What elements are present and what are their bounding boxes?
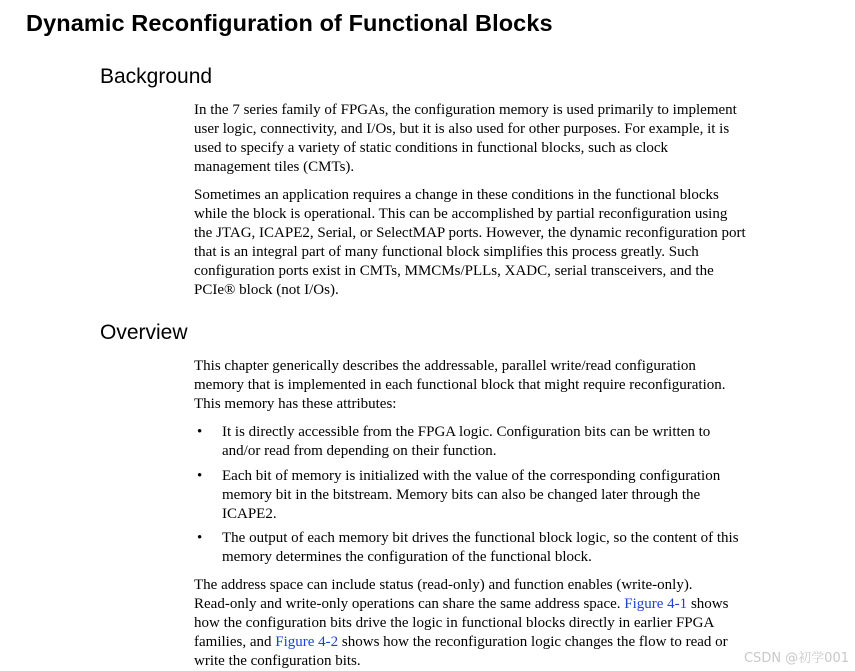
section-heading-background: Background	[100, 65, 213, 88]
text-line: memory that is implemented in each functional block that might require reconfiguration.	[194, 377, 726, 393]
text-line	[194, 595, 728, 614]
text-line: how the configuration bits drive the logic in functional blocks directly in earlier FPGA	[194, 615, 715, 631]
bullet-icon: •	[197, 530, 203, 546]
text-line: configuration ports exist in CMTs, MMCMs/PLLs, XADC, serial transceivers, and the	[194, 263, 714, 279]
text-line: The address space can include status (read-only) and function enables (write-only).	[194, 577, 693, 593]
text-segment: Read-only and write-only operations can share the same address space.	[194, 596, 625, 612]
text-line: It is directly accessible from the FPGA logic. Configuration bits can be written to	[222, 424, 711, 440]
text-line: This memory has these attributes:	[194, 396, 397, 412]
overview-closing-paragraph	[194, 576, 728, 671]
text-line	[194, 633, 728, 652]
text-line: In the 7 series family of FPGAs, the configuration memory is used primarily to implement	[194, 102, 737, 118]
text-line: The output of each memory bit drives the functional block logic, so the content of this	[222, 530, 739, 546]
text-line: ICAPE2.	[222, 506, 277, 522]
text-line: used to specify a variety of static conditions in functional blocks, such as clock	[194, 140, 669, 156]
text-line: while the block is operational. This can be accomplished by partial reconfiguration using	[194, 206, 728, 222]
background-paragraph-2	[194, 186, 746, 300]
page-title: Dynamic Reconfiguration of Functional Blocks	[26, 10, 553, 36]
figure-4-1-link[interactable]: Figure 4-1	[624, 596, 688, 612]
text-line: Each bit of memory is initialized with the value of the corresponding configuration	[222, 468, 721, 484]
text-line: memory bit in the bitstream. Memory bits can also be changed later through the	[222, 487, 701, 503]
text-segment: families, and	[194, 634, 276, 650]
text-segment: shows how the reconfiguration logic changes the flow to read or	[338, 634, 728, 650]
text-line: and/or read from depending on their function.	[222, 443, 497, 459]
text-line: the JTAG, ICAPE2, Serial, or SelectMAP ports. However, the dynamic reconfiguration port	[194, 225, 746, 241]
text-line: PCIe® block (not I/Os).	[194, 282, 339, 298]
text-line: write the configuration bits.	[194, 653, 361, 669]
text-line: that is an integral part of many functional block simplifies this process greatly. Such	[194, 244, 699, 260]
watermark: CSDN @初学001	[743, 651, 849, 666]
overview-intro-paragraph	[194, 357, 726, 414]
text-segment: shows	[687, 596, 729, 612]
figure-4-2-link[interactable]: Figure 4-2	[275, 634, 339, 650]
bullet-icon: •	[197, 424, 203, 440]
background-paragraph-1	[194, 101, 737, 177]
text-line: memory determines the configuration of the functional block.	[222, 549, 592, 565]
bullet-icon: •	[197, 468, 203, 484]
text-line: Sometimes an application requires a change in these conditions in the functional blocks	[194, 187, 719, 203]
section-heading-overview: Overview	[100, 321, 188, 344]
text-line: management tiles (CMTs).	[194, 159, 355, 175]
text-line: user logic, connectivity, and I/Os, but it is also used for other purposes. For example, it is	[194, 121, 730, 137]
text-line: This chapter generically describes the addressable, parallel write/read configuration	[194, 358, 696, 374]
